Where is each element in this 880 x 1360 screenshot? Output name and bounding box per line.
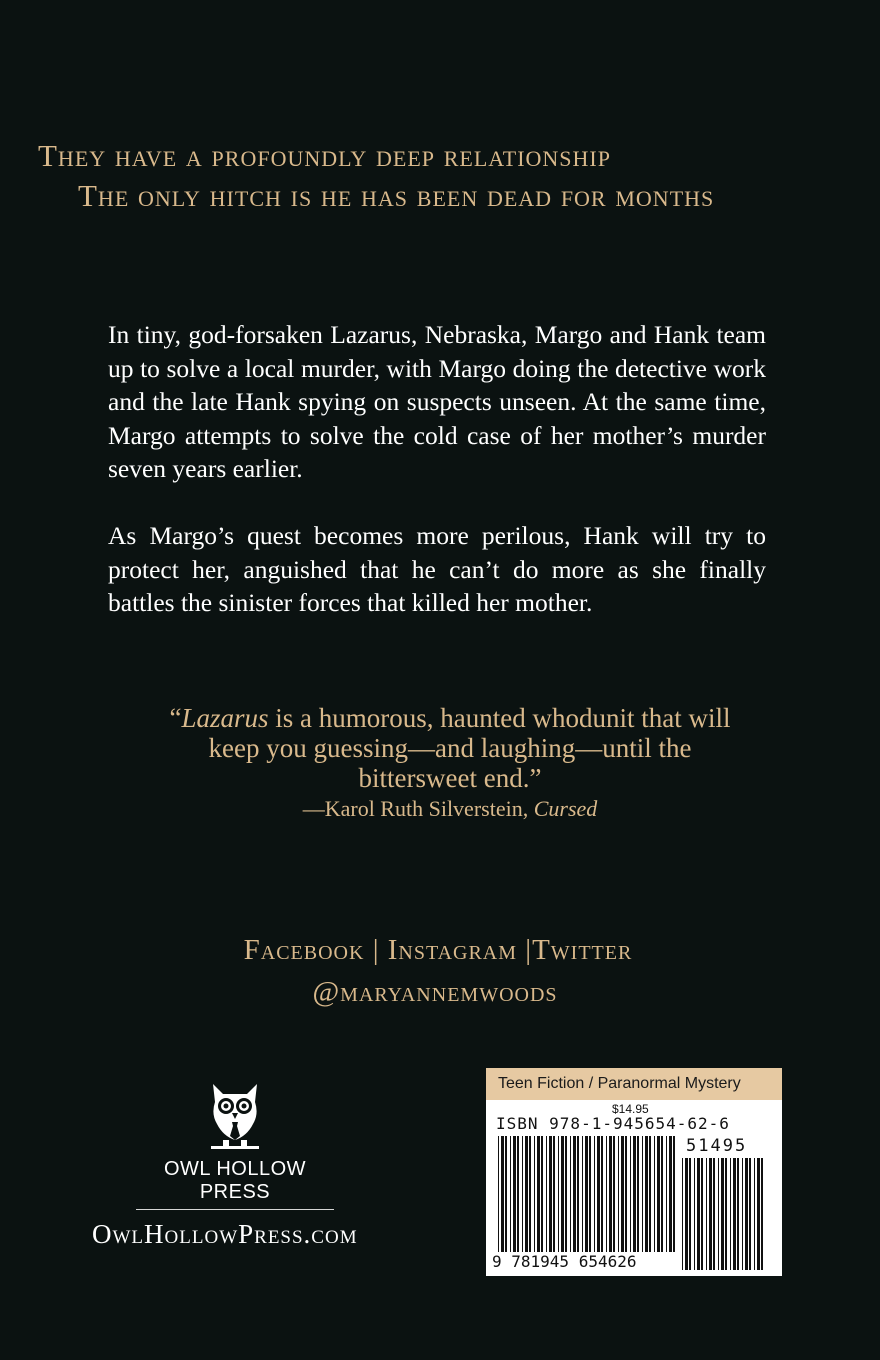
blurb-paragraph-1 bbox=[108, 318, 766, 486]
tagline-line-1: They have a profoundly deep relationship bbox=[38, 138, 611, 173]
review-text-line-1: is a humorous, haunted whodunit that will bbox=[268, 703, 731, 733]
ean-barcode bbox=[498, 1136, 676, 1254]
review-open-quote: “ bbox=[169, 703, 182, 733]
addon-digits: 51495 bbox=[686, 1136, 748, 1156]
publisher-name: OWL HOLLOW PRESS bbox=[163, 1158, 307, 1203]
blurb-text: In tiny, god-forsaken Lazarus, Nebraska, Margo and Hank team up to solve a local murder, with Margo doing the detective work and the late Hank spying on suspects unseen. At the same time, Margo attempts to solve the cold case of her mother’s murder seven years earlier. bbox=[108, 320, 766, 483]
review-text-line-3: bittersweet end.” bbox=[358, 763, 542, 793]
review-author-work: Cursed bbox=[533, 796, 598, 821]
barcode-panel bbox=[486, 1068, 782, 1276]
social-links: Facebook | Instagram |Twitter bbox=[243, 934, 633, 966]
tagline-line-2: The only hitch is he has been dead for months bbox=[78, 178, 715, 213]
blurb-text: As Margo’s quest becomes more perilous, Hank will try to protect her, anguished that he can’t do more as she finally battles the sinister forces that killed her mother. bbox=[108, 521, 766, 617]
logo-divider bbox=[136, 1209, 334, 1210]
addon-barcode bbox=[682, 1158, 768, 1270]
social-handle: @maryannemwoods bbox=[312, 976, 558, 1008]
publisher-website: OwlHollowPress.com bbox=[92, 1219, 358, 1249]
owl-icon bbox=[207, 1080, 263, 1152]
review-author: —Karol Ruth Silverstein, bbox=[302, 796, 534, 821]
review-text-line-2: keep you guessing—and laughing—until the bbox=[208, 733, 692, 763]
review-quote bbox=[90, 703, 810, 793]
price: $14.95 bbox=[612, 1102, 649, 1116]
publisher-logo bbox=[135, 1080, 335, 1210]
ean-digits: 9 781945 654626 bbox=[492, 1252, 637, 1271]
review-attribution bbox=[90, 796, 810, 822]
blurb-paragraph-2 bbox=[108, 519, 766, 620]
isbn-text: ISBN 978-1-945654-62-6 bbox=[496, 1114, 730, 1133]
genre-label: Teen Fiction / Paranormal Mystery bbox=[486, 1068, 782, 1100]
review-book-title: Lazarus bbox=[181, 703, 269, 733]
